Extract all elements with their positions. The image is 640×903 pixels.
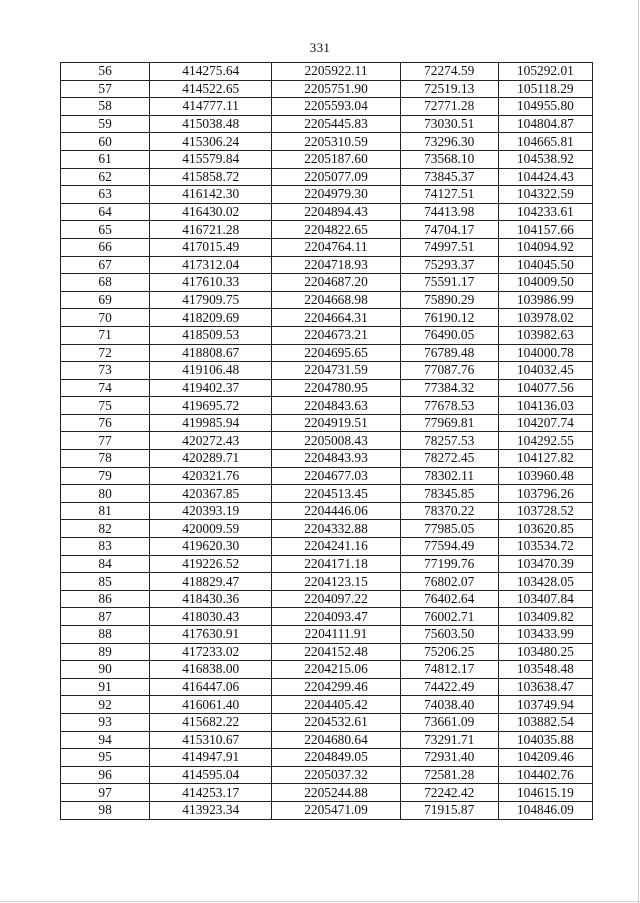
- x-coordinate-cell: 414947.91: [150, 749, 272, 767]
- point-number-cell: 62: [61, 168, 150, 186]
- y-local-cell: 104207.74: [498, 414, 592, 432]
- table-row: [61, 168, 593, 186]
- x-local-cell: 77384.32: [400, 379, 498, 397]
- y-local-cell: 103638.47: [498, 678, 592, 696]
- y-coordinate-cell: 2204532.61: [272, 713, 400, 731]
- x-local-cell: 74997.51: [400, 238, 498, 256]
- table-row: [61, 467, 593, 485]
- y-coordinate-cell: 2204171.18: [272, 555, 400, 573]
- x-local-cell: 73291.71: [400, 731, 498, 749]
- y-local-cell: 104045.50: [498, 256, 592, 274]
- y-local-cell: 104804.87: [498, 115, 592, 133]
- x-local-cell: 74812.17: [400, 661, 498, 679]
- point-number-cell: 69: [61, 291, 150, 309]
- x-coordinate-cell: 418430.36: [150, 590, 272, 608]
- y-coordinate-cell: 2204123.15: [272, 573, 400, 591]
- x-coordinate-cell: 418808.67: [150, 344, 272, 362]
- x-coordinate-cell: 414275.64: [150, 63, 272, 81]
- table-row: [61, 520, 593, 538]
- x-coordinate-cell: 416061.40: [150, 696, 272, 714]
- x-coordinate-cell: 415306.24: [150, 133, 272, 151]
- y-local-cell: 103728.52: [498, 502, 592, 520]
- y-coordinate-cell: 2205310.59: [272, 133, 400, 151]
- x-local-cell: 78302.11: [400, 467, 498, 485]
- table-row: [61, 203, 593, 221]
- table-row: [61, 573, 593, 591]
- point-number-cell: 75: [61, 397, 150, 415]
- table-row: [61, 731, 593, 749]
- y-local-cell: 104322.59: [498, 186, 592, 204]
- y-coordinate-cell: 2205077.09: [272, 168, 400, 186]
- y-coordinate-cell: 2204677.03: [272, 467, 400, 485]
- y-coordinate-cell: 2204664.31: [272, 309, 400, 327]
- x-coordinate-cell: 415858.72: [150, 168, 272, 186]
- x-local-cell: 78370.22: [400, 502, 498, 520]
- x-coordinate-cell: 416430.02: [150, 203, 272, 221]
- x-local-cell: 75293.37: [400, 256, 498, 274]
- point-number-cell: 95: [61, 749, 150, 767]
- table-row: [61, 291, 593, 309]
- x-local-cell: 74704.17: [400, 221, 498, 239]
- y-coordinate-cell: 2204822.65: [272, 221, 400, 239]
- point-number-cell: 85: [61, 573, 150, 591]
- x-coordinate-cell: 414522.65: [150, 80, 272, 98]
- x-local-cell: 77199.76: [400, 555, 498, 573]
- y-coordinate-cell: 2204446.06: [272, 502, 400, 520]
- table-row: [61, 274, 593, 292]
- y-coordinate-cell: 2204405.42: [272, 696, 400, 714]
- y-local-cell: 104000.78: [498, 344, 592, 362]
- y-coordinate-cell: 2205187.60: [272, 150, 400, 168]
- y-coordinate-cell: 2205751.90: [272, 80, 400, 98]
- x-local-cell: 73030.51: [400, 115, 498, 133]
- x-local-cell: 78345.85: [400, 485, 498, 503]
- point-number-cell: 72: [61, 344, 150, 362]
- y-local-cell: 104136.03: [498, 397, 592, 415]
- y-coordinate-cell: 2204668.98: [272, 291, 400, 309]
- point-number-cell: 93: [61, 713, 150, 731]
- table-row: [61, 801, 593, 819]
- point-number-cell: 66: [61, 238, 150, 256]
- y-local-cell: 104665.81: [498, 133, 592, 151]
- y-coordinate-cell: 2204780.95: [272, 379, 400, 397]
- y-coordinate-cell: 2204299.46: [272, 678, 400, 696]
- x-local-cell: 75206.25: [400, 643, 498, 661]
- x-coordinate-cell: 418030.43: [150, 608, 272, 626]
- x-coordinate-cell: 420289.71: [150, 450, 272, 468]
- table-row: [61, 309, 593, 327]
- point-number-cell: 90: [61, 661, 150, 679]
- y-local-cell: 104032.45: [498, 362, 592, 380]
- y-coordinate-cell: 2204764.11: [272, 238, 400, 256]
- table-row: [61, 590, 593, 608]
- point-number-cell: 81: [61, 502, 150, 520]
- table-row: [61, 784, 593, 802]
- x-coordinate-cell: 420367.85: [150, 485, 272, 503]
- table-row: [61, 432, 593, 450]
- x-coordinate-cell: 416838.00: [150, 661, 272, 679]
- x-coordinate-cell: 419620.30: [150, 538, 272, 556]
- table-row: [61, 397, 593, 415]
- table-row: [61, 626, 593, 644]
- x-coordinate-cell: 420009.59: [150, 520, 272, 538]
- x-local-cell: 72519.13: [400, 80, 498, 98]
- y-local-cell: 105292.01: [498, 63, 592, 81]
- point-number-cell: 67: [61, 256, 150, 274]
- x-local-cell: 78257.53: [400, 432, 498, 450]
- x-coordinate-cell: 418209.69: [150, 309, 272, 327]
- x-local-cell: 74422.49: [400, 678, 498, 696]
- x-local-cell: 77678.53: [400, 397, 498, 415]
- table-row: [61, 80, 593, 98]
- x-coordinate-cell: 418829.47: [150, 573, 272, 591]
- x-local-cell: 77087.76: [400, 362, 498, 380]
- table-row: [61, 115, 593, 133]
- x-coordinate-cell: 418509.53: [150, 326, 272, 344]
- point-number-cell: 68: [61, 274, 150, 292]
- point-number-cell: 61: [61, 150, 150, 168]
- y-local-cell: 104127.82: [498, 450, 592, 468]
- y-coordinate-cell: 2205037.32: [272, 766, 400, 784]
- y-local-cell: 105118.29: [498, 80, 592, 98]
- x-local-cell: 77594.49: [400, 538, 498, 556]
- y-local-cell: 103882.54: [498, 713, 592, 731]
- x-local-cell: 72274.59: [400, 63, 498, 81]
- table-row: [61, 221, 593, 239]
- y-coordinate-cell: 2204731.59: [272, 362, 400, 380]
- point-number-cell: 60: [61, 133, 150, 151]
- y-local-cell: 103534.72: [498, 538, 592, 556]
- y-local-cell: 103749.94: [498, 696, 592, 714]
- y-coordinate-cell: 2205471.09: [272, 801, 400, 819]
- y-local-cell: 104538.92: [498, 150, 592, 168]
- x-local-cell: 77969.81: [400, 414, 498, 432]
- y-local-cell: 104955.80: [498, 98, 592, 116]
- table-row: [61, 344, 593, 362]
- point-number-cell: 88: [61, 626, 150, 644]
- point-number-cell: 56: [61, 63, 150, 81]
- table-row: [61, 379, 593, 397]
- x-coordinate-cell: 414777.11: [150, 98, 272, 116]
- x-coordinate-cell: 415038.48: [150, 115, 272, 133]
- x-coordinate-cell: 416721.28: [150, 221, 272, 239]
- table-row: [61, 98, 593, 116]
- point-number-cell: 96: [61, 766, 150, 784]
- point-number-cell: 97: [61, 784, 150, 802]
- y-coordinate-cell: 2204894.43: [272, 203, 400, 221]
- y-local-cell: 103960.48: [498, 467, 592, 485]
- x-local-cell: 76402.64: [400, 590, 498, 608]
- x-local-cell: 76802.07: [400, 573, 498, 591]
- y-local-cell: 103433.99: [498, 626, 592, 644]
- x-local-cell: 74038.40: [400, 696, 498, 714]
- y-coordinate-cell: 2204843.93: [272, 450, 400, 468]
- x-local-cell: 73296.30: [400, 133, 498, 151]
- point-number-cell: 71: [61, 326, 150, 344]
- y-local-cell: 104009.50: [498, 274, 592, 292]
- point-number-cell: 65: [61, 221, 150, 239]
- y-local-cell: 104157.66: [498, 221, 592, 239]
- table-row: [61, 608, 593, 626]
- x-coordinate-cell: 419985.94: [150, 414, 272, 432]
- x-coordinate-cell: 420272.43: [150, 432, 272, 450]
- x-local-cell: 71915.87: [400, 801, 498, 819]
- y-coordinate-cell: 2204215.06: [272, 661, 400, 679]
- y-coordinate-cell: 2204111.91: [272, 626, 400, 644]
- x-local-cell: 75591.17: [400, 274, 498, 292]
- y-coordinate-cell: 2204097.22: [272, 590, 400, 608]
- x-local-cell: 76789.48: [400, 344, 498, 362]
- y-coordinate-cell: 2204849.05: [272, 749, 400, 767]
- y-local-cell: 104209.46: [498, 749, 592, 767]
- x-local-cell: 76002.71: [400, 608, 498, 626]
- point-number-cell: 70: [61, 309, 150, 327]
- point-number-cell: 76: [61, 414, 150, 432]
- y-local-cell: 103982.63: [498, 326, 592, 344]
- x-local-cell: 72242.42: [400, 784, 498, 802]
- y-coordinate-cell: 2204673.21: [272, 326, 400, 344]
- y-coordinate-cell: 2204695.65: [272, 344, 400, 362]
- table-row: [61, 555, 593, 573]
- point-number-cell: 89: [61, 643, 150, 661]
- x-coordinate-cell: 413923.34: [150, 801, 272, 819]
- x-local-cell: 73568.10: [400, 150, 498, 168]
- x-coordinate-cell: 417312.04: [150, 256, 272, 274]
- point-number-cell: 79: [61, 467, 150, 485]
- table-row: [61, 326, 593, 344]
- x-coordinate-cell: 417015.49: [150, 238, 272, 256]
- table-row: [61, 150, 593, 168]
- y-coordinate-cell: 2204680.64: [272, 731, 400, 749]
- table-row: [61, 485, 593, 503]
- y-coordinate-cell: 2205593.04: [272, 98, 400, 116]
- x-coordinate-cell: 419106.48: [150, 362, 272, 380]
- point-number-cell: 86: [61, 590, 150, 608]
- table-row: [61, 696, 593, 714]
- x-coordinate-cell: 415579.84: [150, 150, 272, 168]
- y-local-cell: 104077.56: [498, 379, 592, 397]
- y-coordinate-cell: 2205008.43: [272, 432, 400, 450]
- point-number-cell: 82: [61, 520, 150, 538]
- y-coordinate-cell: 2204152.48: [272, 643, 400, 661]
- table-body: [61, 63, 593, 820]
- y-local-cell: 104615.19: [498, 784, 592, 802]
- x-coordinate-cell: 415682.22: [150, 713, 272, 731]
- y-local-cell: 104402.76: [498, 766, 592, 784]
- point-number-cell: 77: [61, 432, 150, 450]
- table-row: [61, 713, 593, 731]
- table-row: [61, 186, 593, 204]
- page-edge-bottom: [0, 901, 640, 902]
- y-local-cell: 103796.26: [498, 485, 592, 503]
- table-row: [61, 238, 593, 256]
- y-local-cell: 103409.82: [498, 608, 592, 626]
- point-number-cell: 64: [61, 203, 150, 221]
- x-local-cell: 72931.40: [400, 749, 498, 767]
- y-coordinate-cell: 2204979.30: [272, 186, 400, 204]
- point-number-cell: 74: [61, 379, 150, 397]
- point-number-cell: 83: [61, 538, 150, 556]
- y-local-cell: 104094.92: [498, 238, 592, 256]
- y-local-cell: 103620.85: [498, 520, 592, 538]
- table-row: [61, 502, 593, 520]
- y-coordinate-cell: 2204093.47: [272, 608, 400, 626]
- y-coordinate-cell: 2204332.88: [272, 520, 400, 538]
- x-coordinate-cell: 419226.52: [150, 555, 272, 573]
- point-number-cell: 59: [61, 115, 150, 133]
- table-row: [61, 133, 593, 151]
- point-number-cell: 73: [61, 362, 150, 380]
- table-row: [61, 766, 593, 784]
- point-number-cell: 84: [61, 555, 150, 573]
- y-coordinate-cell: 2204718.93: [272, 256, 400, 274]
- x-local-cell: 73661.09: [400, 713, 498, 731]
- x-local-cell: 72581.28: [400, 766, 498, 784]
- table-row: [61, 643, 593, 661]
- point-number-cell: 94: [61, 731, 150, 749]
- x-coordinate-cell: 416142.30: [150, 186, 272, 204]
- point-number-cell: 63: [61, 186, 150, 204]
- table-row: [61, 538, 593, 556]
- y-local-cell: 103986.99: [498, 291, 592, 309]
- table-row: [61, 414, 593, 432]
- x-coordinate-cell: 420321.76: [150, 467, 272, 485]
- point-number-cell: 78: [61, 450, 150, 468]
- page-number: 331: [309, 40, 331, 55]
- y-coordinate-cell: 2204513.45: [272, 485, 400, 503]
- y-local-cell: 104846.09: [498, 801, 592, 819]
- y-coordinate-cell: 2205922.11: [272, 63, 400, 81]
- y-coordinate-cell: 2205244.88: [272, 784, 400, 802]
- y-local-cell: 103428.05: [498, 573, 592, 591]
- y-local-cell: 104424.43: [498, 168, 592, 186]
- y-local-cell: 103978.02: [498, 309, 592, 327]
- y-local-cell: 103470.39: [498, 555, 592, 573]
- x-local-cell: 75890.29: [400, 291, 498, 309]
- x-local-cell: 75603.50: [400, 626, 498, 644]
- x-coordinate-cell: 415310.67: [150, 731, 272, 749]
- y-local-cell: 103480.25: [498, 643, 592, 661]
- x-local-cell: 76190.12: [400, 309, 498, 327]
- x-coordinate-cell: 417630.91: [150, 626, 272, 644]
- x-coordinate-cell: 414595.04: [150, 766, 272, 784]
- y-local-cell: 104233.61: [498, 203, 592, 221]
- page-edge-right: [638, 0, 639, 903]
- table-row: [61, 362, 593, 380]
- x-local-cell: 74413.98: [400, 203, 498, 221]
- table-row: [61, 256, 593, 274]
- x-coordinate-cell: 419402.37: [150, 379, 272, 397]
- x-coordinate-cell: 420393.19: [150, 502, 272, 520]
- y-coordinate-cell: 2204843.63: [272, 397, 400, 415]
- point-number-cell: 58: [61, 98, 150, 116]
- x-coordinate-cell: 417909.75: [150, 291, 272, 309]
- table-row: [61, 450, 593, 468]
- point-number-cell: 80: [61, 485, 150, 503]
- y-coordinate-cell: 2205445.83: [272, 115, 400, 133]
- point-number-cell: 91: [61, 678, 150, 696]
- table-row: [61, 661, 593, 679]
- y-local-cell: 103548.48: [498, 661, 592, 679]
- y-local-cell: 103407.84: [498, 590, 592, 608]
- coordinates-table: [60, 62, 593, 820]
- table-row: [61, 63, 593, 81]
- x-local-cell: 73845.37: [400, 168, 498, 186]
- x-coordinate-cell: 414253.17: [150, 784, 272, 802]
- x-coordinate-cell: 419695.72: [150, 397, 272, 415]
- y-coordinate-cell: 2204241.16: [272, 538, 400, 556]
- x-local-cell: 74127.51: [400, 186, 498, 204]
- table-row: [61, 749, 593, 767]
- x-local-cell: 76490.05: [400, 326, 498, 344]
- y-coordinate-cell: 2204687.20: [272, 274, 400, 292]
- y-local-cell: 104292.55: [498, 432, 592, 450]
- table-row: [61, 678, 593, 696]
- x-local-cell: 78272.45: [400, 450, 498, 468]
- x-local-cell: 77985.05: [400, 520, 498, 538]
- y-local-cell: 104035.88: [498, 731, 592, 749]
- x-coordinate-cell: 416447.06: [150, 678, 272, 696]
- x-local-cell: 72771.28: [400, 98, 498, 116]
- point-number-cell: 98: [61, 801, 150, 819]
- x-coordinate-cell: 417610.33: [150, 274, 272, 292]
- y-coordinate-cell: 2204919.51: [272, 414, 400, 432]
- point-number-cell: 92: [61, 696, 150, 714]
- point-number-cell: 87: [61, 608, 150, 626]
- point-number-cell: 57: [61, 80, 150, 98]
- x-coordinate-cell: 417233.02: [150, 643, 272, 661]
